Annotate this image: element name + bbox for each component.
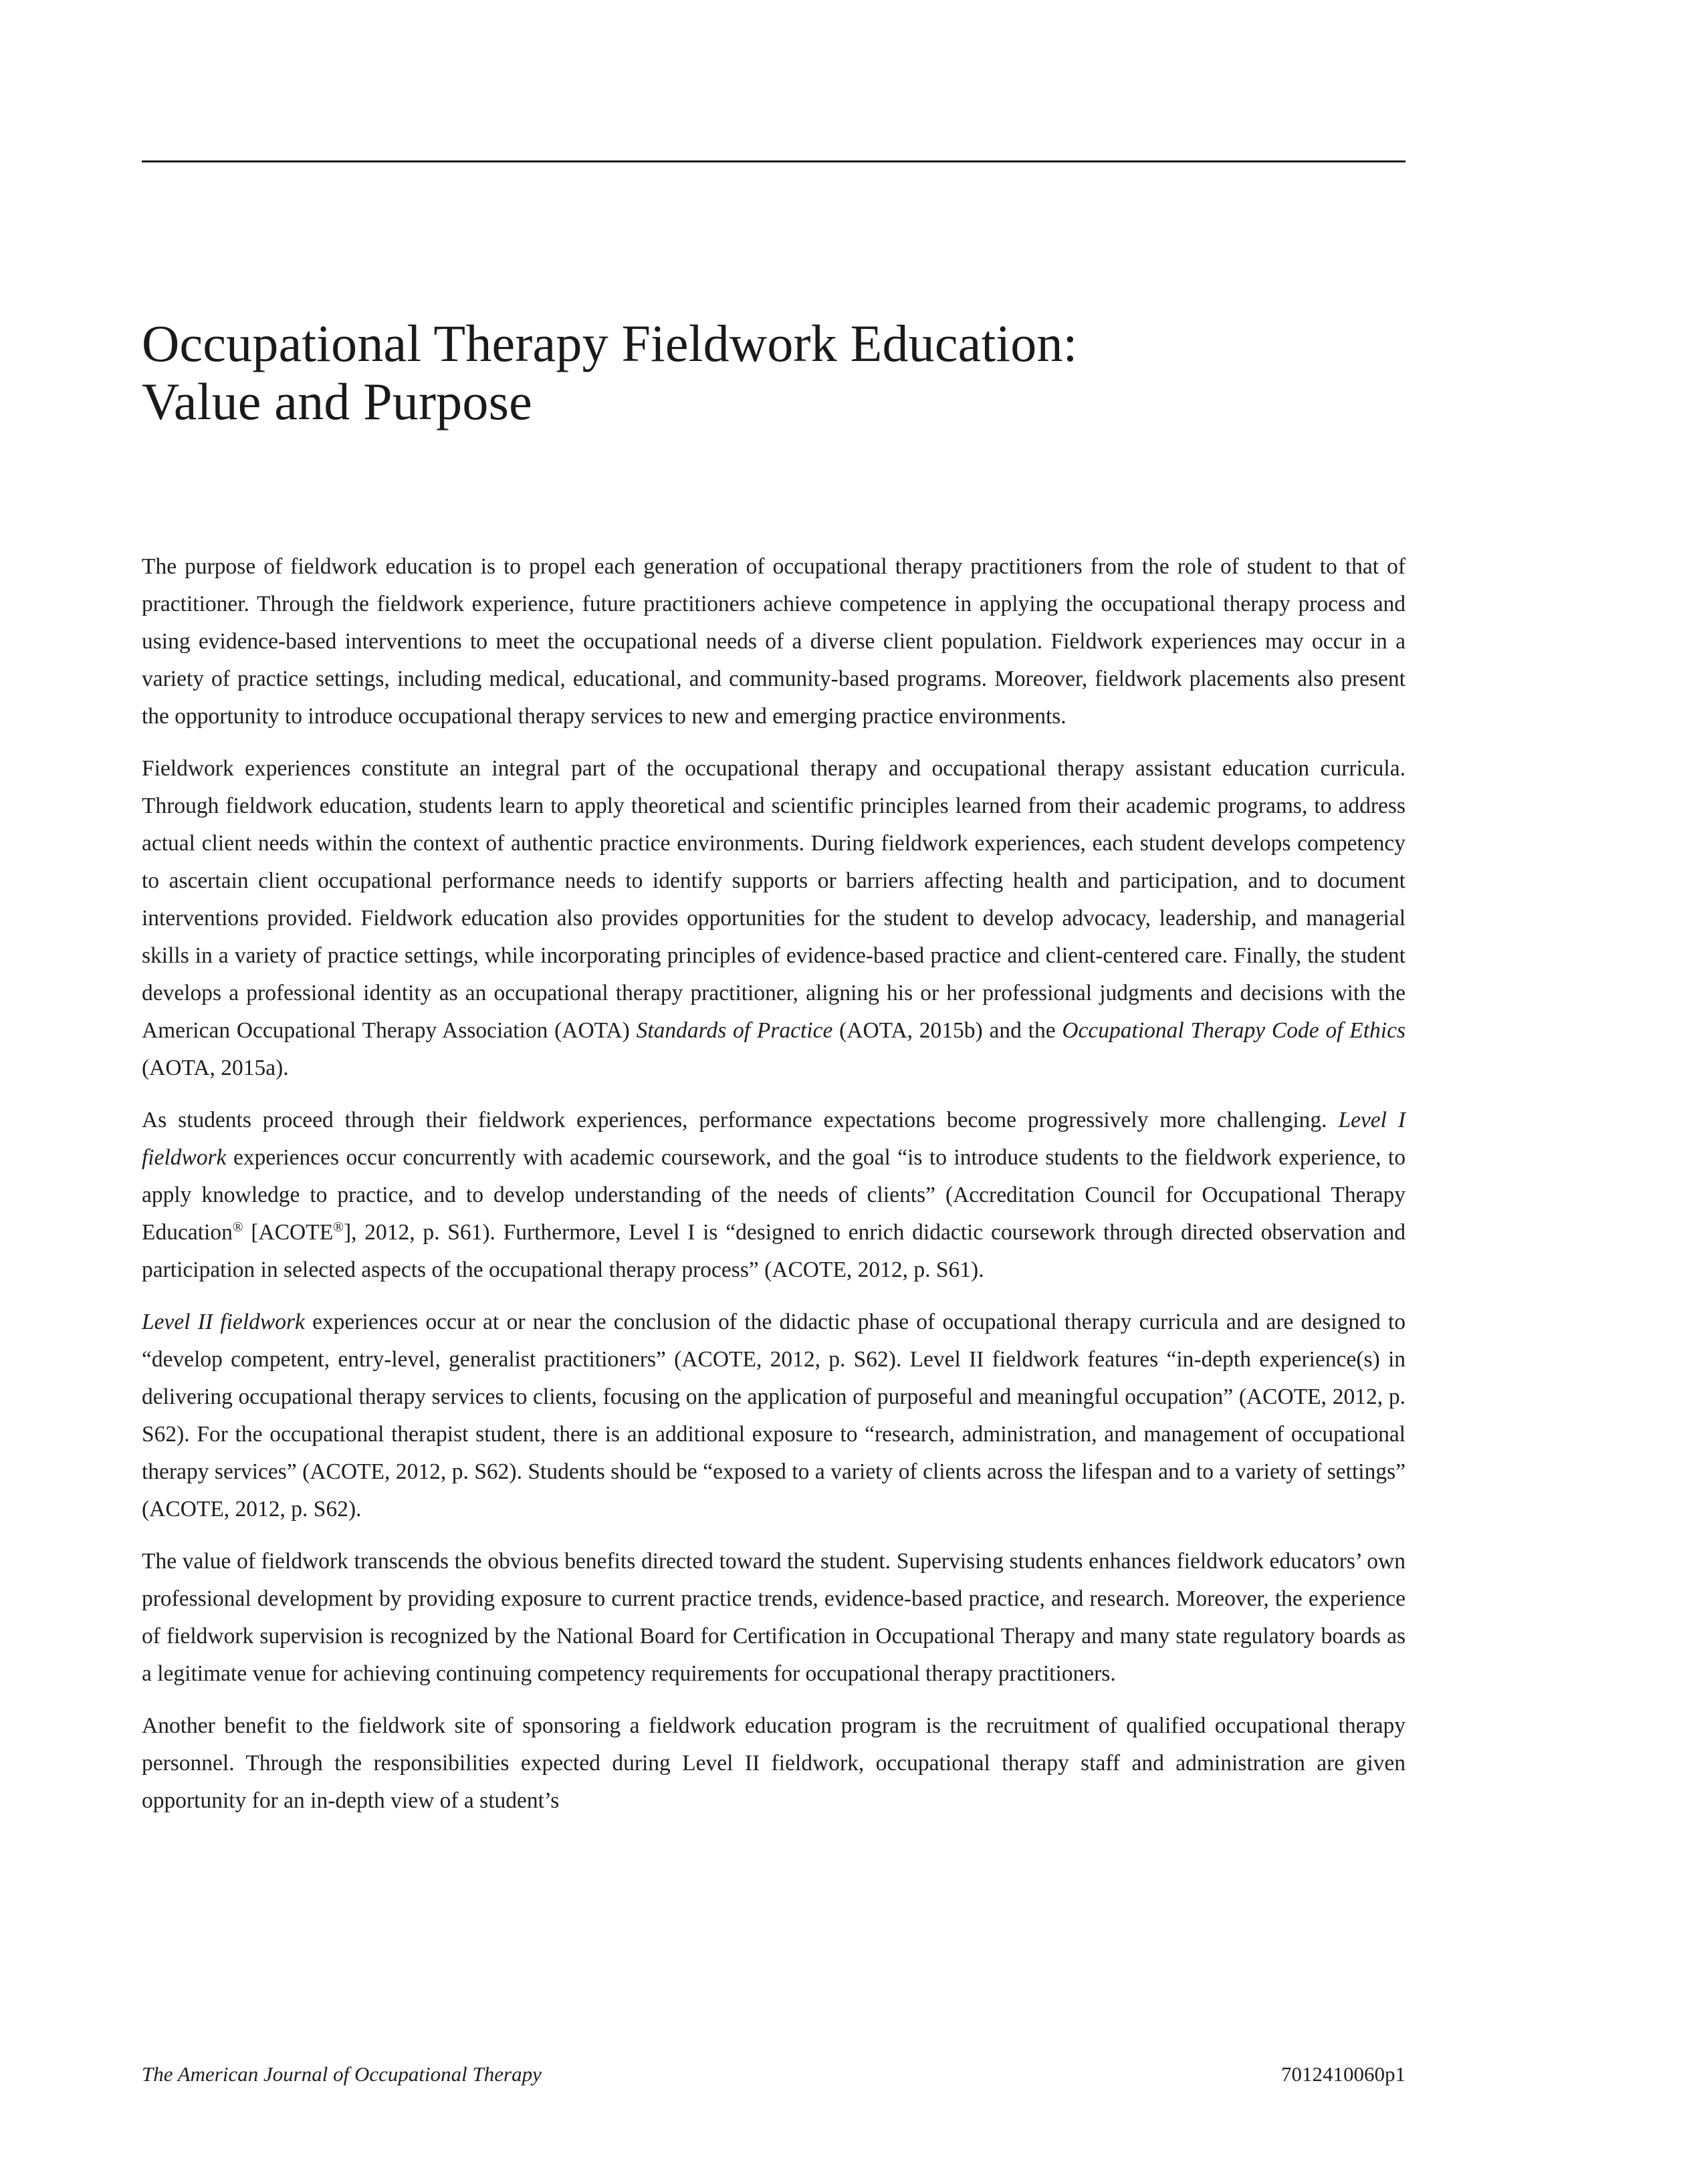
registered-mark: ® <box>232 1219 243 1235</box>
body-paragraph: The value of fieldwork transcends the obvious benefits directed toward the student. Supervising students enhances fieldwork educators’ own professional development by providing exposure to current practice trends, evidence-based practice, and research. Moreover, the experience of fieldwork supervision is recognized by the National Board for Certification in Occupational Therapy and many state regulatory boards as a legitimate venue for achieving continuing competency requirements for occupational therapy practitioners. <box>142 1549 1406 1686</box>
title-block <box>142 314 1339 431</box>
page-title-line-1: Occupational Therapy Fieldwork Education: <box>142 314 1078 372</box>
registered-mark: ® <box>333 1219 344 1235</box>
italic-run: Standards of Practice <box>636 1018 833 1043</box>
article-body <box>142 548 1406 1820</box>
body-paragraph: Another benefit to the fieldwork site of sponsoring a fieldwork education program is the recruitment of qualified occupational therapy personnel. Through the responsibilities expected during Level II fieldwork, occupational therapy staff and administration are given opportunity for an in-depth view of a student’s <box>142 1713 1406 1813</box>
italic-run: Level II fieldwork <box>142 1310 305 1334</box>
body-paragraph: Level II fieldwork experiences occur at or near the conclusion of the didactic phase of occupational therapy curricula and are designed to “develop competent, entry-level, generalist practitioners” (ACOTE, 2012, p. S62). Level II fieldwork features “in-depth experience(s) in delivering occupational therapy services to clients, focusing on the application of purposeful and meaningful occupation” (ACOTE, 2012, p. S62). For the occupational therapist student, there is an additional exposure to “research, administration, and management of occupational therapy services” (ACOTE, 2012, p. S62). Students should be “exposed to a variety of clients across the lifespan and to a variety of settings” (ACOTE, 2012, p. S62). <box>142 1310 1406 1522</box>
body-paragraph: The purpose of fieldwork education is to propel each generation of occupational therapy practitioners from the role of student to that of practitioner. Through the fieldwork experience, future practitioners achieve competence in applying the occupational therapy process and using evidence-based interventions to meet the occupational needs of a diverse client population. Fieldwork experiences may occur in a variety of practice settings, including medical, educational, and community-based programs. Moreover, fieldwork placements also present the opportunity to introduce occupational therapy services to new and emerging practice environments. <box>142 554 1406 729</box>
body-paragraph: As students proceed through their fieldwork experiences, performance expectations become progressively more challenging. Level I fieldwork experiences occur concurrently with academic coursework, and the goal “is to introduce students to the fieldwork experience, to apply knowledge to practice, and to develop understanding of the needs of clients” (Accreditation Council for Occupational Therapy Education® [ACOTE®], 2012, p. S61). Furthermore, Level I is “designed to enrich didactic coursework through directed observation and participation in selected aspects of the occupational therapy process” (ACOTE, 2012, p. S61). <box>142 1108 1406 1282</box>
italic-run: Occupational Therapy Code of Ethics <box>1062 1018 1406 1043</box>
footer-page-id: 7012410060p1 <box>1281 2062 1406 2086</box>
header-rule <box>142 160 1406 162</box>
page-title-line-2: Value and Purpose <box>142 372 532 431</box>
page-title <box>142 314 1339 431</box>
italic-run: Level I fieldwork <box>142 1108 1406 1170</box>
body-paragraph: Fieldwork experiences constitute an integral part of the occupational therapy and occupational therapy assistant education curricula. Through fieldwork education, students learn to apply theoretical and scientific principles learned from their academic programs, to address actual client needs within the context of authentic practice environments. During fieldwork experiences, each student develops competency to ascertain client occupational performance needs to identify supports or barriers affecting health and participation, and to document interventions provided. Fieldwork education also provides opportunities for the student to develop advocacy, leadership, and managerial skills in a variety of practice settings, while incorporating principles of evidence-based practice and client-centered care. Finally, the student develops a professional identity as an occupational therapy practitioner, aligning his or her professional judgments and decisions with the American Occupational Therapy Association (AOTA) Standards of Practice (AOTA, 2015b) and the Occupational Therapy Code of Ethics (AOTA, 2015a). <box>142 756 1406 1080</box>
page-footer <box>142 2062 1406 2086</box>
footer-journal-name: The American Journal of Occupational Therapy <box>142 2062 542 2086</box>
